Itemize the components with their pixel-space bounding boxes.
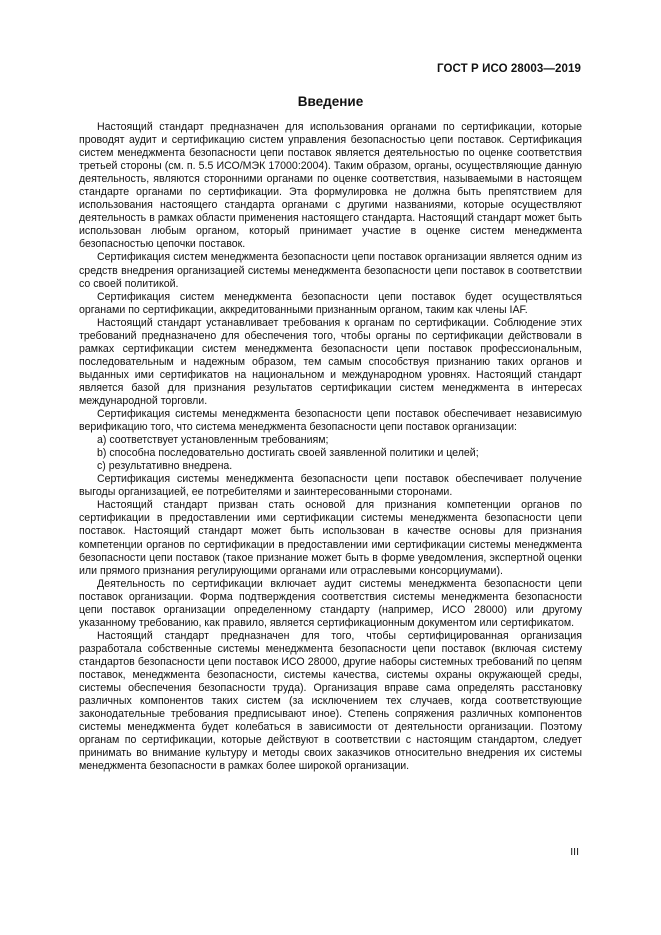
paragraph: Деятельность по сертификации включает аудит системы менеджмента безопасности цепи поставок организации. Форма подтверждения соответствия системы менеджмента безопасности цепи поставок организации определенному стандарту (например, ИСО 28000) или другому указанному требованию, как правило, является сертификационным документом или сертификатом. xyxy=(79,577,582,629)
paragraph: Настоящий стандарт призван стать основой для признания компетенции органов по сертификации в предоставлении ими сертификации системы менеджмента безопасности цепи поставок. Настоящий стандарт может быть использован в качестве основы для признания компетенции органов по сертификации в предоставлении ими сертификации системы менеджмента безопасности цепи поставок (такое признание может быть в форме уведомления, экспертной оценки или прямого признания регулирующими органами или отраслевыми консорциумами). xyxy=(79,499,582,577)
paragraph: Настоящий стандарт предназначен для использования органами по сертификации, которые проводят аудит и сертификацию систем управления безопасностью цепи поставок. Сертификация систем менеджмента безопасности цепи поставок является деятельностью по оценке соответствия третьей стороны (см. п. 5.5 ИСО/МЭК 17000:2004). Таким образом, органы, осуществляющие данную деятельность, являются сторонними органами по оценке соответствия, называемыми в настоящем стандарте органами по сертификации. Эта формулировка не должна быть препятствием для использования настоящего стандарта органами с другими названиями, которые осуществляют деятельность в рамках области применения настоящего стандарта. Настоящий стандарт может быть использован любым органом, который принимает участие в оценке систем менеджмента безопасностью цепочки поставок. xyxy=(79,121,582,251)
section-title: Введение xyxy=(297,94,364,109)
paragraph: Настоящий стандарт устанавливает требования к органам по сертификации. Соблюдение этих требований предназначено для обеспечения того, чтобы органы по сертификации действовали в рамках сертификации систем менеджмента безопасности цепи поставок профессиональным, последовательным и надежным образом, тем самым способствуя признанию таких органов и выданных ими сертификатов на национальном и международном уровнях. Настоящий стандарт является базой для признания результатов сертификации систем менеджмента в интересах международной торговли. xyxy=(79,316,582,407)
paragraph: Сертификация системы менеджмента безопасности цепи поставок обеспечивает независимую верификацию того, что система менеджмента безопасности цепи поставок организации: xyxy=(79,408,582,434)
document-code: ГОСТ Р ИСО 28003—2019 xyxy=(436,63,581,75)
body-text xyxy=(79,121,582,773)
paragraph: Сертификация систем менеджмента безопасности цепи поставок будет осуществляться органами по сертификации, аккредитованными признанным органом, таким как члены IAF. xyxy=(79,290,582,316)
list-item: a) соответствует установленным требованиям; xyxy=(97,434,329,447)
list-item: b) способна последовательно достигать своей заявленной политики и целей; xyxy=(97,447,479,460)
list-item: c) результативно внедрена. xyxy=(97,460,233,473)
paragraph: Сертификация системы менеджмента безопасности цепи поставок обеспечивает получение выгоды организацией, ее потребителями и заинтересованными сторонами. xyxy=(79,473,582,499)
page-number: III xyxy=(570,846,579,858)
paragraph: Сертификация систем менеджмента безопасности цепи поставок организации является одним из средств внедрения организацией системы менеджмента безопасности цепи поставок в соответствии со своей политикой. xyxy=(79,251,582,290)
paragraph: Настоящий стандарт предназначен для того, чтобы сертифицированная организация разработала собственные системы менеджмента безопасности цепи поставок (включая систему стандартов безопасности цепи поставок ИСО 28000, другие наборы системных требований по цепям поставок, менеджмента безопасности, системы качества, системы охраны окружающей среды, системы обеспечения безопасности труда). Организация вправе сама определять расстановку различных компонентов таких систем (за исключением тех случаев, когда соответствующие законодательные требования предписывают иное). Степень сопряжения различных компонентов системы менеджмента будет колебаться в зависимости от деятельности организации. Поэтому органам по сертификации, которые действуют в соответствии с настоящим стандартом, следует принимать во внимание культуру и методы своих заказчиков относительно внедрения их системы менеджмента безопасности в рамках более широкой организации. xyxy=(79,629,582,773)
